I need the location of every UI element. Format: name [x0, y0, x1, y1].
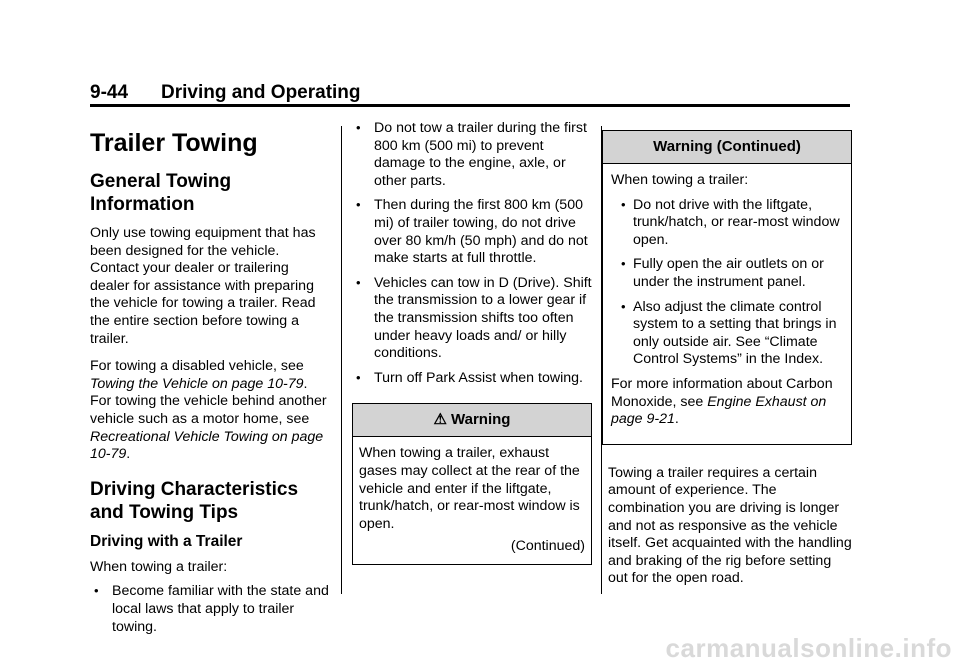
- list-item: • Then during the first 800 km (500 mi) of trailer towing, do not drive over 80 km/h (50 mph) and do not make starts at full throttle.: [352, 197, 592, 267]
- section-title: Driving and Operating: [161, 82, 361, 103]
- cross-reference-link[interactable]: Recreational Vehicle Towing on page 10-79: [90, 428, 324, 463]
- warning-title: Warning: [451, 411, 511, 429]
- warning-text: When towing a trailer, exhaust gases may collect at the rear of the vehicle and enter if the liftgate, trunk/hatch, or rear-most window is open.: [359, 445, 580, 532]
- list-item: • Do not drive with the liftgate, trunk/hatch, or rear-most window open.: [621, 197, 843, 250]
- list-item: • Fully open the air outlets on or under the instrument panel.: [621, 256, 843, 291]
- warning-text: For more information about Carbon Monoxide, see Engine Exhaust on page 9-21.: [611, 375, 833, 428]
- list-item: • Also adjust the climate control system to a setting that brings in only outside air. See “Climate Control Systems” in the Index.: [621, 299, 843, 369]
- bullet-list: [621, 197, 843, 369]
- paragraph: For towing a disabled vehicle, see Towing the Vehicle on page 10-79. For towing the vehicle behind another vehicle such as a motor home, see Recreational Vehicle Towing on page 10-79.: [90, 358, 327, 463]
- column-2: [352, 120, 592, 565]
- cross-reference-link[interactable]: Towing the Vehicle on page 10-79: [90, 375, 304, 392]
- list-item: • Do not tow a trailer during the first 800 km (500 mi) to prevent damage to the engine, axle, or other parts.: [352, 120, 592, 190]
- warning-header: [603, 131, 851, 164]
- paragraph: Only use towing equipment that has been designed for the vehicle. Contact your dealer or trailering dealer for assistance with preparing the vehicle for towing a trailer. Read the entire section before towing a trailer.: [90, 225, 316, 347]
- watermark-text: carmanualsonline.info: [665, 633, 952, 663]
- column-divider: [341, 126, 342, 594]
- warning-box-continued: [602, 130, 852, 445]
- list-item: • Turn off Park Assist when towing.: [352, 370, 592, 388]
- paragraph: Towing a trailer requires a certain amount of experience. The combination you are driving is longer and not as responsive as the vehicle itself. Get acquainted with the handling and braking of the rig before setting out for the open road.: [608, 464, 852, 587]
- paragraph: When towing a trailer:: [90, 558, 228, 575]
- page-title: Trailer Towing: [90, 129, 258, 157]
- list-item: • Become familiar with the state and local laws that apply to trailer towing.: [90, 583, 330, 636]
- warning-box: [352, 403, 592, 565]
- heading-driving-with-trailer: Driving with a Trailer: [90, 532, 243, 550]
- cross-reference-link[interactable]: Engine Exhaust on page 9-21: [611, 393, 827, 428]
- list-item: • Vehicles can tow in D (Drive). Shift the transmission to a lower gear if the transmission shifts too often under heavy loads and/ or hilly conditions.: [352, 275, 592, 363]
- column-3: [602, 120, 852, 595]
- bullet-list: [352, 120, 592, 387]
- warning-icon: ⚠: [433, 411, 447, 429]
- heading-general-towing: General Towing Information: [90, 171, 232, 215]
- continued-label: (Continued): [510, 538, 585, 555]
- warning-body: [353, 437, 591, 564]
- heading-driving-characteristics: Driving Characteristics and Towing Tips: [90, 478, 299, 523]
- warning-text: When towing a trailer:: [611, 172, 749, 188]
- page-header: [90, 82, 850, 107]
- warning-header: [353, 404, 591, 437]
- warning-body: [603, 164, 851, 444]
- warning-title: Warning (Continued): [653, 138, 801, 155]
- bullet-list: [90, 583, 330, 636]
- page-number: 9-44: [90, 82, 129, 103]
- column-1: [90, 120, 330, 643]
